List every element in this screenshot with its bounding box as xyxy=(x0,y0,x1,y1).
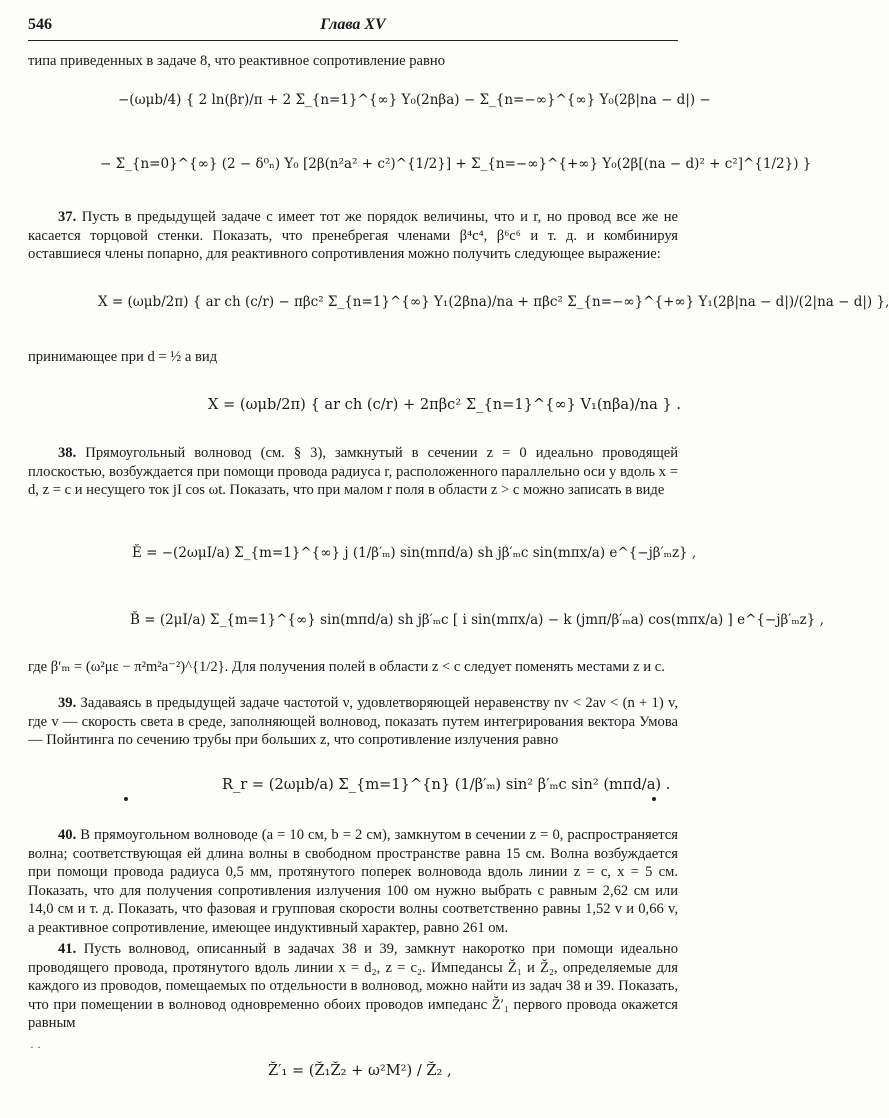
equation-2-note: принимающее при d = ½ a вид xyxy=(28,349,218,365)
problem-37-number: 37. xyxy=(58,209,77,225)
equation-2: X = (ωμb/2π) { ar ch (c/r) − πβc² Σ_{n=1}^{∞} Y₁(2βna)/na + πβc² Σ_{n=−∞}^{+∞} Y₁(2β|na − d|)/(2|na − d|) }, xyxy=(98,294,889,310)
page-header xyxy=(28,14,678,41)
equation-7: Z̆′₁ = (Z̆₁Z̆₂ + ω²M²) / Z̆₂ , xyxy=(268,1062,452,1079)
equation-6: R_r = (2ωμb/a) Σ_{m=1}^{n} (1/β′ₘ) sin² β′ₘc sin² (mπd/a) . xyxy=(222,776,671,793)
page-number: 546 xyxy=(28,16,52,33)
problem-40-text: В прямоугольном волноводе (a = 10 см, b = 2 см), замкнутом в сечении z = 0, распространяется волна; соответствующая ей длина волны в свободном пространстве равна 15 см. Волна возбуждается при помощи провода радиуса 0,5 мм, протянутого поперек волновода вдоль линии z = c, x = 5 см. Показать, что для получения сопротивления излучения 100 ом нужно выбрать c равным 2,62 см или 14,0 см и т. д. Показать, что фазовая и групповая скорости волны соответственно равны 1,52 v и 0,66 v, а реактивное сопротивление, имеющее индуктивный характер, равно 261 ом. xyxy=(28,827,678,936)
intro-text: типа приведенных в задаче 8, что реактивное сопротивление равно xyxy=(28,53,445,69)
print-speck xyxy=(124,797,128,801)
margin-mark: · · xyxy=(30,1040,41,1054)
problem-41-number: 41. xyxy=(58,941,77,957)
problem-38 xyxy=(28,444,678,500)
problem-41 xyxy=(28,940,678,1033)
problem-39-text: Задаваясь в предыдущей задаче частотой ν, удовлетворяющей неравенству nv < 2aν < (n + 1) v, где v — скорость света в среде, заполняющей волновод, показать путем интегрирования вектора Умова — Пойнтинга по сечению трубы при больших z, что сопротивление излучения равно xyxy=(28,695,678,749)
problem-40-number: 40. xyxy=(58,827,77,843)
print-speck xyxy=(652,797,656,801)
equation-1-line-2: − Σ_{n=0}^{∞} (2 − δ⁰ₙ) Y₀ [2β(n²a² + c²)^{1/2}] + Σ_{n=−∞}^{+∞} Y₀(2β[(na − d)² + c²]^{1/2}) } xyxy=(100,156,812,172)
equation-5: B̆ = (2μI/a) Σ_{m=1}^{∞} sin(mπd/a) sh jβ′ₘc [ i sin(mπx/a) − k (jmπ/β′ₘa) cos(mπx/a) ] e^{−jβ′ₘz} , xyxy=(130,612,824,628)
problem-38-conclusion: где β′ₘ = (ω²με − π²m²a⁻²)^{1/2}. Для получения полей в области z < c следует поменять местами z и c. xyxy=(28,659,665,675)
chapter-title: Глава XV xyxy=(320,16,386,33)
equation-3: X = (ωμb/2π) { ar ch (c/r) + 2πβc² Σ_{n=1}^{∞} V₁(nβa)/na } . xyxy=(208,396,682,413)
problem-39-number: 39. xyxy=(58,695,77,711)
equation-4: Ĕ = −(2ωμI/a) Σ_{m=1}^{∞} j (1/β′ₘ) sin(mπd/a) sh jβ′ₘc sin(mπx/a) e^{−jβ′ₘz} , xyxy=(132,545,697,561)
equation-1-line-1: −(ωμb/4) { 2 ln(βr)/π + 2 Σ_{n=1}^{∞} Y₀(2nβa) − Σ_{n=−∞}^{∞} Y₀(2β|na − d|) − xyxy=(118,92,711,108)
problem-40 xyxy=(28,826,678,938)
problem-38-number: 38. xyxy=(58,445,77,461)
problem-37-text: Пусть в предыдущей задаче c имеет тот же порядок величины, что и r, но провод все же не касается торцовой стенки. Показать, что пренебрегая членами β⁴c⁴, β⁶c⁶ и т. д. и комбинируя оставшиеся члены попарно, для реактивного сопротивления можно получить следующее выражение: xyxy=(28,209,678,263)
problem-39 xyxy=(28,694,678,750)
problem-41-text: Пусть волновод, описанный в задачах 38 и 39, замкнут накоротко при помощи идеально проводящего провода, протянутого вдоль линии x = d₂, z = c₂. Импедансы Z̆₁ и Z̆₂, определяемые для каждого из проводов, помещаемых по отдельности в волновод, можно найти из задач 38 и 39. Показать, что при помещении в волновод одновременно обоих проводов импеданс Z̆′₁ первого провода окажется равным xyxy=(28,941,678,1032)
problem-38-text: Прямоугольный волновод (см. § 3), замкнутый в сечении z = 0 идеально проводящей плоскостью, возбуждается при помощи провода радиуса r, расположенного параллельно оси y вдоль x = d, z = c и несущего ток jI cos ωt. Показать, что при малом r поля в области z > c можно записать в виде xyxy=(28,445,678,499)
problem-37 xyxy=(28,208,678,264)
